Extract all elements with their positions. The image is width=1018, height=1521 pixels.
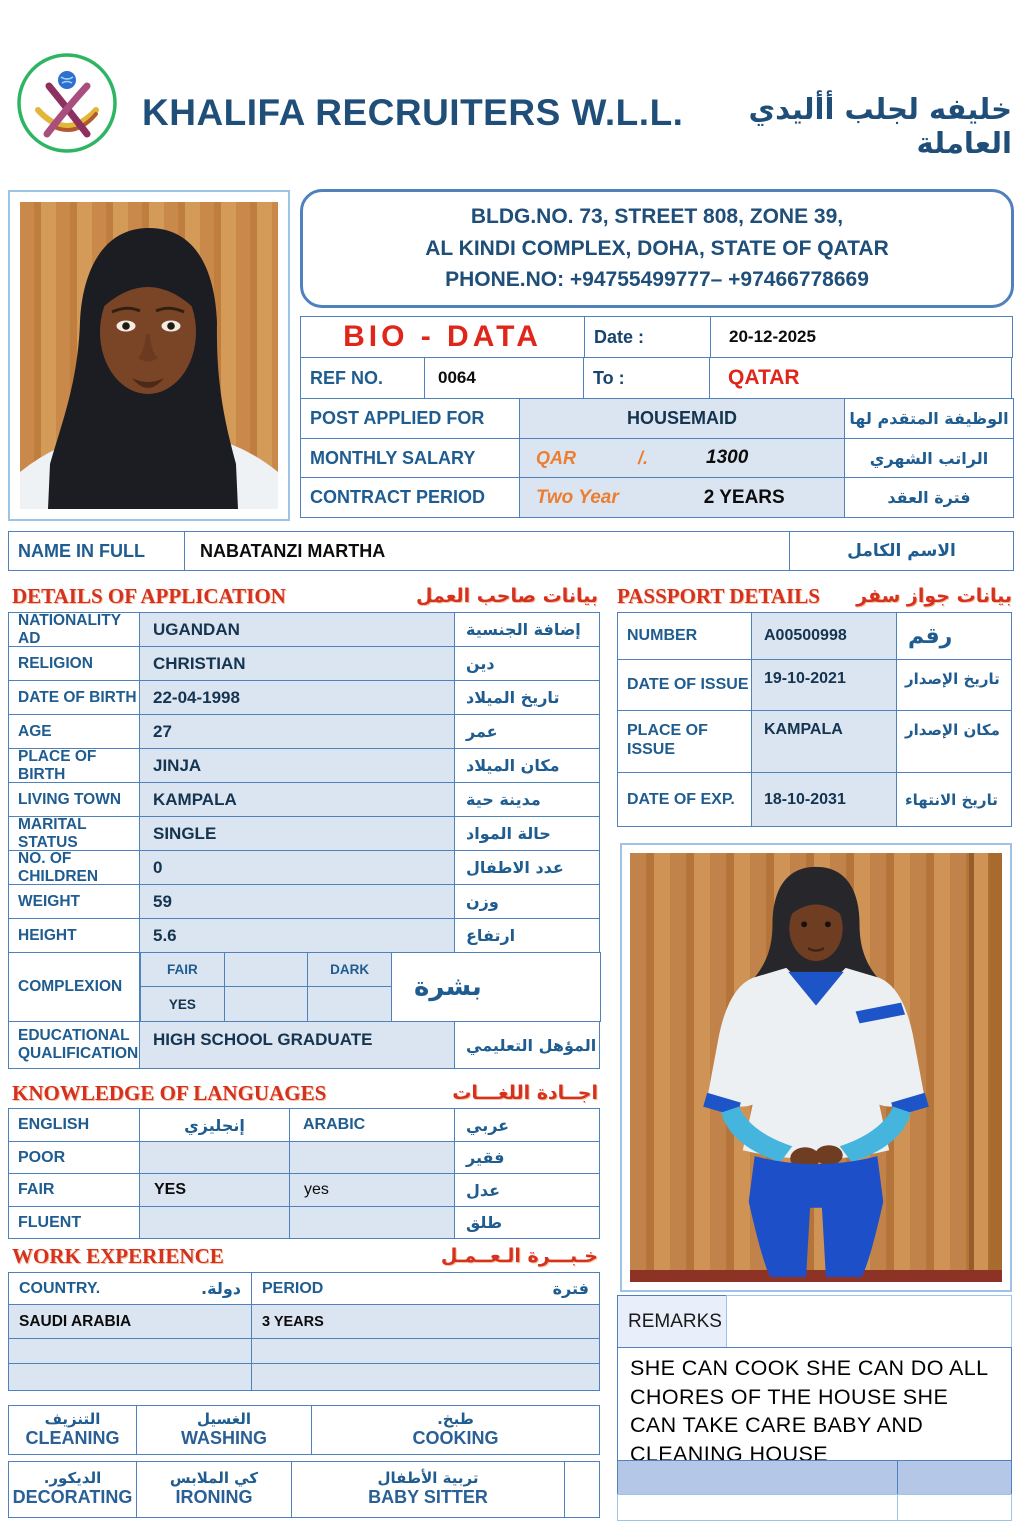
country-label-arabic: دولة. [201,1279,241,1298]
passport-section-header: PASSPORT DETAILS بيانات جواز سفر [617,583,1012,608]
salary-value-cell: QAR /. 1300 [519,438,845,478]
work-header-row [8,1272,600,1305]
skill-cooking: طبخ. COOKING [311,1405,600,1455]
passport-row: DATE OF EXP. 18-10-2031 تاريخ الانتهاء [617,772,1012,827]
detail-row: NO. OF CHILDREN 0 عدد الاطفال [8,850,601,885]
languages-section-header: KNOWLEDGE OF LANGUAGES اجــادة اللغـــات [12,1080,598,1105]
agency-title-arabic: خليفه لجلب أأليدي العاملة [748,92,1012,160]
languages-table [8,1108,600,1239]
to-value: QATAR [709,357,1012,399]
contract-label: CONTRACT PERIOD [300,477,520,518]
detail-row: LIVING TOWN KAMPALA مدينة حية [8,782,601,817]
to-label: To : [583,357,710,399]
biodata-table [300,316,1014,518]
applicant-full-body-photo [620,843,1012,1292]
detail-row: AGE 27 عمر [8,714,601,749]
details-table [8,612,601,1069]
contract-years: 2 YEARS [703,486,785,508]
passport-row: PLACE OF ISSUE KAMPALA مكان الإصدار [617,710,1012,773]
complexion-grid: FAIR DARK YES [140,952,392,1022]
name-value: NABATANZI MARTHA [184,531,790,571]
skill-cleaning: التنزيف CLEANING [8,1405,137,1455]
detail-row: RELIGION CHRISTIAN دين [8,646,601,681]
skills-row-1 [8,1405,600,1455]
language-row: POOR فقير [8,1141,600,1174]
passport-table [617,612,1012,827]
detail-row: DATE OF BIRTH 22-04-1998 تاريخ الميلاد [8,680,601,715]
detail-row: HEIGHT 5.6 ارتفاع [8,918,601,953]
complexion-row: COMPLEXION FAIR DARK YES بشرة [8,952,601,1022]
portrait-figure [20,202,278,509]
address-line-1: BLDG.NO. 73, STREET 808, ZONE 39, [470,205,844,229]
detail-row: PLACE OF BIRTH JINJA مكان الميلاد [8,748,601,783]
remarks-label: REMARKS [617,1295,727,1348]
post-applied-arabic: الوظيفة المتقدم لها [844,398,1014,439]
remarks-block [617,1295,1012,1521]
skills-row-2 [8,1461,600,1518]
address-line-2: AL KINDI COMPLEX, DOHA, STATE OF QATAR [425,236,889,260]
applicant-portrait-photo [8,190,290,521]
remarks-footer-cell [897,1460,1012,1495]
ref-value: 0064 [424,357,584,399]
salary-amount: 1300 [706,447,749,468]
skill-decorating: الديكور. DECORATING [8,1461,137,1518]
skill-empty-cell [564,1461,600,1518]
period-label-arabic: فترة [552,1279,589,1298]
skill-washing: الغسيل WASHING [136,1405,312,1455]
address-line-3: PHONE.NO: +94755499777– +97466778669 [445,268,869,292]
detail-row: WEIGHT 59 وزن [8,884,601,919]
post-applied-value: HOUSEMAID [519,398,845,439]
language-row: FLUENT طلق [8,1206,600,1239]
biodata-title: BIO - DATA [300,316,585,358]
language-row: FAIR YES yes عدل [8,1173,600,1207]
contract-arabic: فترة العقد [844,477,1014,518]
skill-baby-sitter: تربية الأطفال BABY SITTER [291,1461,565,1518]
agency-title: KHALIFA RECRUITERS W.L.L. [142,92,684,133]
skill-ironing: كي الملابس IRONING [136,1461,292,1518]
name-label: NAME IN FULL [8,531,185,571]
work-section-header: WORK EXPERIENCE خـبـــرة الـعــمـل [12,1243,598,1268]
passport-row: DATE OF ISSUE 19-10-2021 تاريخ الإصدار [617,659,1012,711]
post-applied-label: POST APPLIED FOR [300,398,520,439]
details-section-header: DETAILS OF APPLICATION بيانات صاحب العمل [12,583,598,608]
agency-address-box [300,189,1014,308]
work-row [8,1363,600,1391]
salary-arabic: الراتب الشهري [844,438,1014,478]
salary-label: MONTHLY SALARY [300,438,520,478]
languages-header-row: ENGLISH إنجليزي ARABIC عربي [8,1108,600,1142]
education-row: EDUCATIONAL QUALIFICATION HIGH SCHOOL GRADUATE المؤهل التعليمي [8,1021,601,1069]
detail-row: NATIONALITY AD UGANDAN إضافة الجنسية [8,612,601,647]
full-body-figure [630,853,1002,1282]
date-value: 20-12-2025 [710,316,1013,358]
date-label: Date : [584,316,711,358]
remarks-text: SHE CAN COOK SHE CAN DO ALL CHORES OF THE HOUSE SHE CAN TAKE CARE BABY AND CLEANING HOUSE [617,1347,1012,1461]
agency-logo-icon [14,50,120,156]
contract-value-cell: Two Year 2 YEARS [519,477,845,518]
period-label: PERIOD [262,1279,324,1297]
work-row: SAUDI ARABIA 3 YEARS [8,1304,600,1339]
passport-row: NUMBER A00500998 رقم [617,612,1012,660]
name-row [8,531,1014,571]
ref-label: REF NO. [300,357,425,399]
work-row [8,1338,600,1364]
complexion-arabic: بشرة [391,952,601,1022]
remarks-footer-cell [617,1460,898,1495]
country-label: COUNTRY. [19,1279,101,1297]
name-arabic: الاسم الكامل [789,531,1014,571]
work-table [8,1272,600,1391]
detail-row: MARITAL STATUS SINGLE حالة المواد [8,816,601,851]
